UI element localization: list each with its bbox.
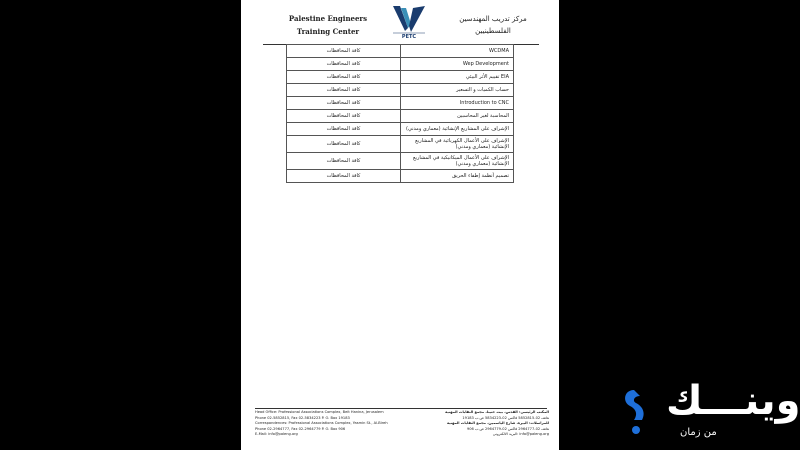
course-cell: الإشراف على الأعمال الكهربائية في المشاريع الإنشائية (معماري ومدني) (401, 136, 514, 153)
footer-ar-line: البريد الالكتروني: info@paleng.org (492, 432, 549, 437)
course-cell: الإشراف على المشاريع الإنشائية (معماري ومدني) (401, 123, 514, 136)
org-name-english (273, 12, 383, 38)
course-cell: الإشراف على الأعمال الميكانيكية في المشاريع الإنشائية (معماري ومدني) (401, 153, 514, 170)
area-cell: كافة المحافظات (287, 123, 401, 136)
table-row (287, 97, 514, 110)
course-cell: Introduction to CNC (401, 97, 514, 110)
course-cell: حساب الكميات و التسعير (401, 84, 514, 97)
area-cell: كافة المحافظات (287, 45, 401, 58)
course-cell: المحاسبة لغير المحاسبين (401, 110, 514, 123)
area-cell: كافة المحافظات (287, 58, 401, 71)
footer-en-line: Phone 02-5852815, Fax 02-5834223 P. O. Box 19183 (255, 415, 350, 420)
table-row (287, 45, 514, 58)
table-row (287, 170, 514, 183)
course-cell: Wep Development (401, 58, 514, 71)
org-name-ar-line1: مركز تدريب المهندسين (459, 15, 527, 23)
logo-text: PETC (401, 34, 417, 40)
course-cell: تقييم الأثر البيئي EIA (401, 71, 514, 84)
org-name-arabic (443, 13, 543, 37)
footer-arabic (407, 410, 549, 438)
table-row (287, 58, 514, 71)
document-page (241, 0, 559, 450)
table-row (287, 153, 514, 170)
footer-ar-line: هاتف 02-2964777 فاكس 02-2964779 ص.ب 906 (466, 426, 549, 431)
footer-ar-line: للمراسلات: البيرة، شارع الياسمين، مجمع النقابات المهنية (446, 421, 549, 426)
area-cell: كافة المحافظات (287, 97, 401, 110)
table-row (287, 136, 514, 153)
footer-english (255, 410, 403, 438)
footer-divider (255, 408, 547, 409)
area-cell: كافة المحافظات (287, 136, 401, 153)
footer-en-line: E-Mail: info@paleng.org (255, 432, 298, 437)
table-row (287, 71, 514, 84)
course-cell: تصميم أنظمة إطفاء الحريق (401, 170, 514, 183)
area-cell: كافة المحافظات (287, 153, 401, 170)
footer-en-line: Phone 02-2964777, Fax 02-2964779 P. O. Box 906 (255, 426, 346, 431)
footer-en-line: Head Office: Professional Associations Complex, Beit Hanina, Jerusalem (255, 410, 384, 414)
courses-table (286, 44, 514, 183)
brand-wordmark: وينـــك (666, 378, 800, 424)
course-cell: WCDMA (401, 45, 514, 58)
table-row (287, 123, 514, 136)
area-cell: كافة المحافظات (287, 84, 401, 97)
org-name-ar-line2: الفلسطينيين (475, 27, 511, 35)
footer-en-line: Correspondences: Professional Associations Complex, Yasmin St., Al-Bireh (255, 421, 388, 426)
org-name-en-line2: Training Center (296, 27, 360, 36)
area-cell: كافة المحافظات (287, 110, 401, 123)
org-name-en-line1: Palestine Engineers (288, 14, 368, 23)
brand-tagline: من زمان (680, 427, 717, 438)
area-cell: كافة المحافظات (287, 71, 401, 84)
table-row (287, 110, 514, 123)
footer-ar-line: المكتب الرئيسي: القدس، بيت حنينا، مجمع النقابات المهنية (445, 410, 549, 414)
table-row (287, 84, 514, 97)
footer-ar-line: هاتف 02-5852815 فاكس 02-5834223 ص.ب 19183 (462, 415, 549, 420)
area-cell: كافة المحافظات (287, 170, 401, 183)
